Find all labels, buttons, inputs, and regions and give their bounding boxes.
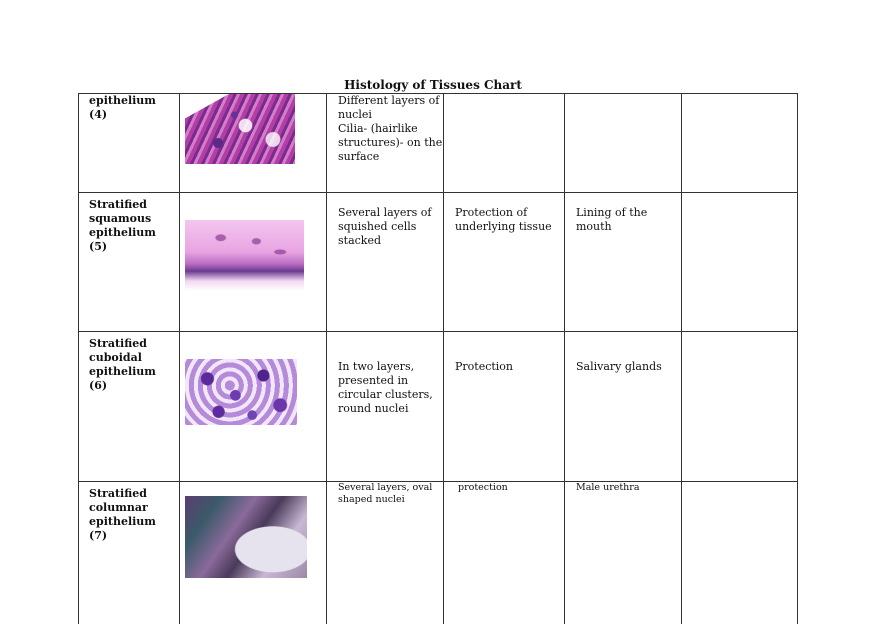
- tissue-name-text: Stratified cuboidal epithelium (6): [89, 337, 179, 393]
- tissue-name: [79, 332, 180, 482]
- chart-title: Histology of Tissues Chart: [0, 78, 866, 92]
- empty-cell: [682, 193, 798, 332]
- table-row: [79, 482, 798, 624]
- location-cell: [565, 332, 682, 482]
- image-cell: [180, 193, 327, 332]
- micrograph-image: [185, 220, 304, 291]
- image-cell: [180, 94, 327, 193]
- micrograph-image: [185, 359, 297, 425]
- function-text: [444, 94, 564, 192]
- function-text: Protection: [455, 360, 564, 374]
- location-text: Male urethra: [576, 482, 681, 494]
- description-cell: [327, 482, 444, 624]
- function-cell: [444, 332, 565, 482]
- function-cell: [444, 193, 565, 332]
- tissue-name: [79, 193, 180, 332]
- location-cell: [565, 193, 682, 332]
- micrograph-image: [185, 496, 307, 578]
- description-cell: [327, 332, 444, 482]
- description-text: Several layers, oval shaped nuclei: [338, 482, 443, 506]
- function-text: protection: [458, 482, 564, 494]
- location-text: [565, 94, 681, 192]
- description-text: In two layers, presented in circular clusters, round nuclei: [338, 360, 443, 416]
- empty-cell: [682, 482, 798, 624]
- tissue-name: [79, 482, 180, 624]
- function-cell: [444, 94, 565, 193]
- function-text: Protection of underlying tissue: [455, 206, 564, 234]
- table-row: [79, 94, 798, 193]
- table-row: [79, 193, 798, 332]
- empty-cell: [682, 94, 798, 193]
- function-cell: [444, 482, 565, 624]
- description-text: Different layers of nuclei Cilia- (hairlike structures)- on the surface: [338, 94, 443, 164]
- tissue-name-text: Stratified squamous epithelium (5): [89, 198, 179, 254]
- description-text: Several layers of squished cells stacked: [338, 206, 443, 248]
- location-text: Salivary glands: [576, 360, 681, 374]
- location-text: Lining of the mouth: [576, 206, 681, 234]
- description-cell: [327, 94, 444, 193]
- empty-cell: [682, 332, 798, 482]
- description-cell: [327, 193, 444, 332]
- location-cell: [565, 94, 682, 193]
- histology-table: [78, 93, 798, 624]
- tissue-name-text: epithelium (4): [89, 94, 179, 122]
- table-row: [79, 332, 798, 482]
- tissue-name-text: Stratified columnar epithelium (7): [89, 487, 179, 543]
- micrograph-image: [185, 94, 295, 164]
- location-cell: [565, 482, 682, 624]
- tissue-name: [79, 94, 180, 193]
- image-cell: [180, 482, 327, 624]
- image-cell: [180, 332, 327, 482]
